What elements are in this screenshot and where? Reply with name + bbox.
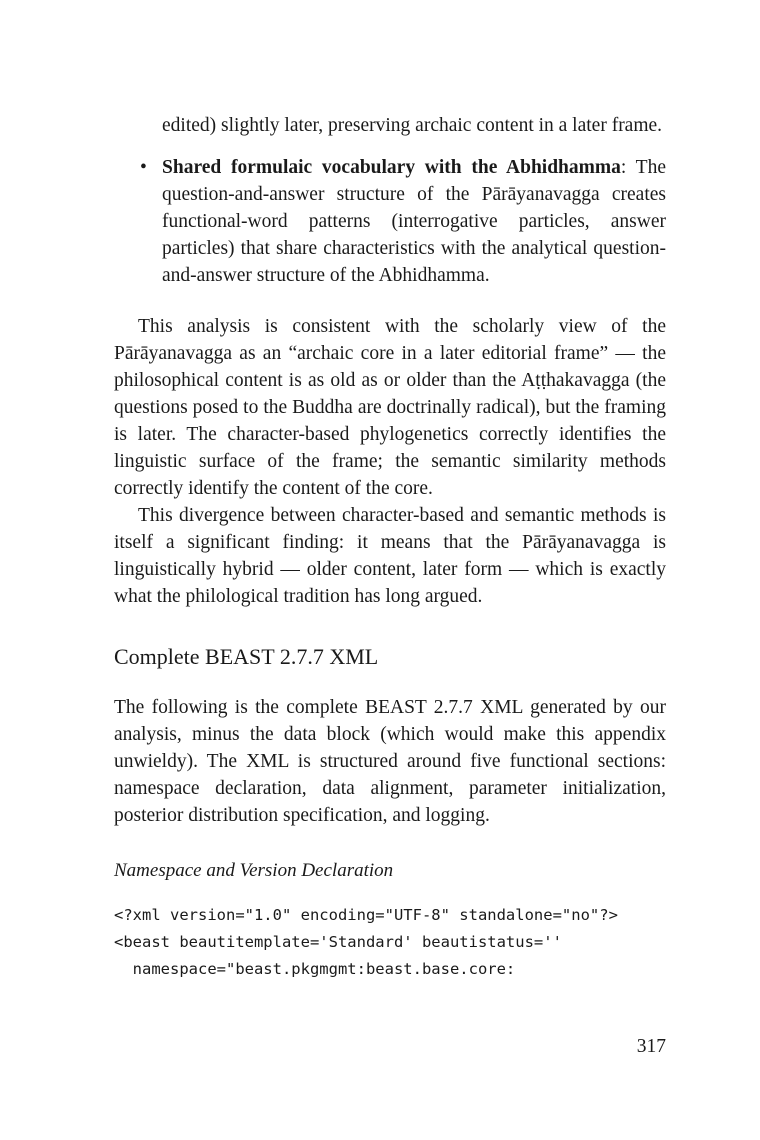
subsection-heading: Namespace and Version Declaration	[114, 860, 394, 881]
continuation-paragraph: edited) slightly later, preserving archaic content in a later frame.	[162, 115, 663, 136]
bullet-text: : The question-and-answer structure of the Pārāyanavagga creates functional-word patterns (interrogative particles, answer particles) that share characteristics with the analytical question-and-answer structure of the Abhidhamma.	[162, 157, 666, 286]
body-paragraph-1: This analysis is consistent with the scholarly view of the Pārāyanavagga as an “archaic core in a later editorial frame” — the philosophical content is as old as or older than the Aṭṭhakavagga (the questions posed to the Buddha are doctrinally radical), but the framing is later. The character-based phylogenetics correctly identifies the linguistic surface of the frame; the semantic similarity methods correctly identify the content of the core.	[114, 316, 666, 499]
code-block	[114, 902, 666, 983]
section-paragraph: The following is the complete BEAST 2.7.7 XML generated by our analysis, minus the data block (which would make this appendix unwieldy). The XML is structured around five functional sections: namespace declaration, data alignment, parameter initialization, posterior distribution specification, and logging.	[114, 697, 666, 826]
page-number: 317	[636, 1036, 666, 1057]
section-heading: Complete BEAST 2.7.7 XML	[114, 644, 379, 669]
code-line: <beast beautitemplate='Standard' beautistatus=''	[114, 933, 562, 951]
body-paragraph-2: This divergence between character-based and semantic methods is itself a significant finding: it means that the Pārāyanavagga is linguistically hybrid — older content, later form — which is exactly what the philological tradition has long argued.	[114, 505, 666, 607]
code-line: <?xml version="1.0" encoding="UTF-8" standalone="no"?>	[114, 906, 618, 924]
bullet-bold-lead: Shared formulaic vocabulary with the Abhidhamma	[162, 157, 621, 178]
code-line: namespace="beast.pkgmgmt:beast.base.core:	[114, 960, 516, 978]
page-body	[114, 112, 666, 983]
bullet-item	[114, 154, 666, 289]
bullet-marker: •	[140, 157, 147, 178]
